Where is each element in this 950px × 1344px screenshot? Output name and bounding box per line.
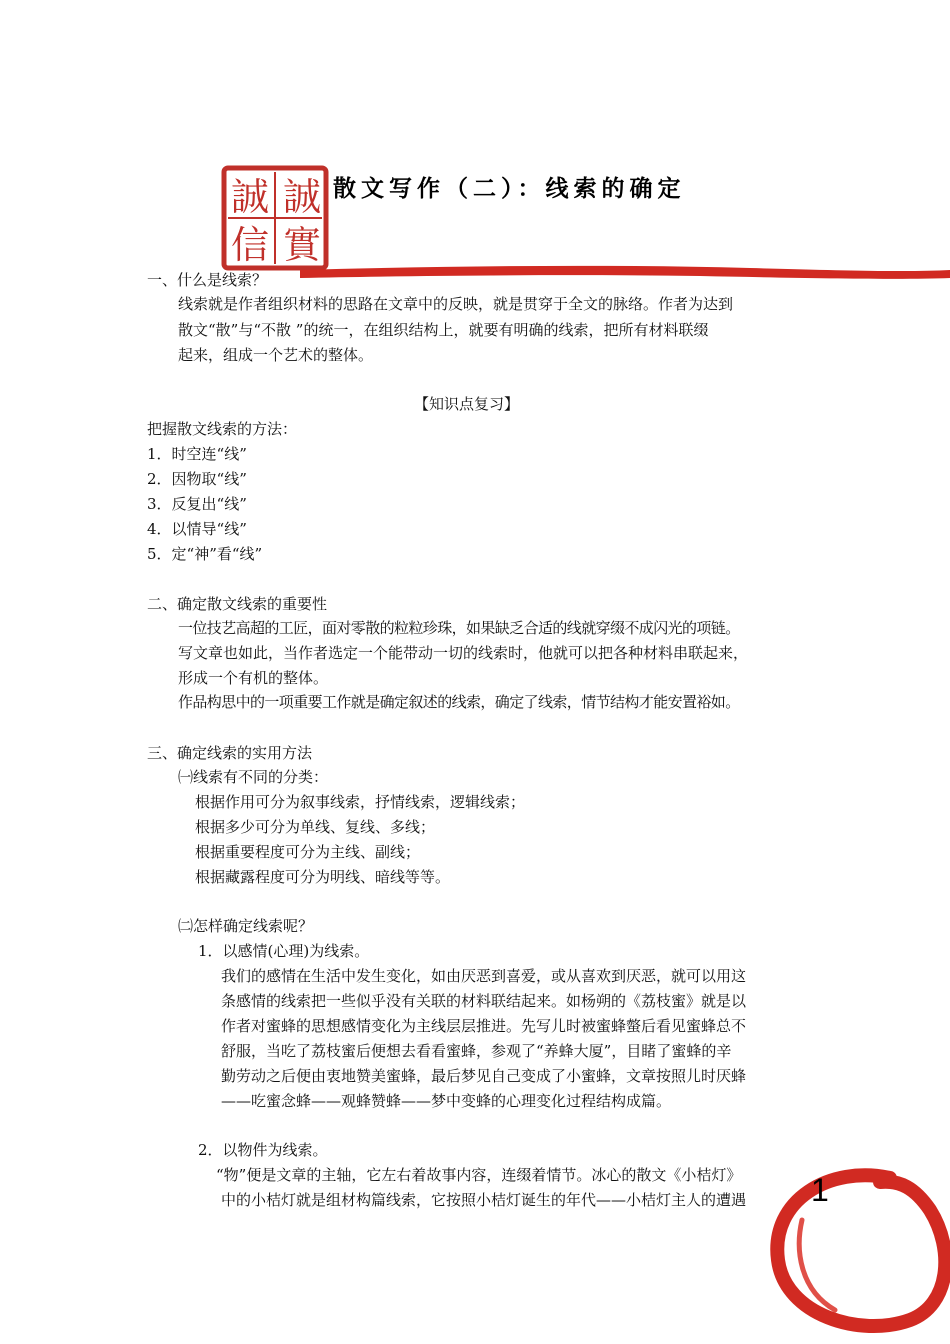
review-item: 1．时空连“线” [147,445,247,463]
sub1-item: 根据作用可分为叙事线索，抒情线索，逻辑线索； [195,793,526,811]
point1-line: 舒服，当吃了荔枝蜜后便想去看看蜜蜂，参观了“养蜂大厦”，目睹了蜜蜂的辛 [221,1042,732,1060]
page-number: 1 [811,1172,829,1208]
sub2-heading: ㈡怎样确定线索呢？ [178,917,314,935]
red-brush-stroke [300,258,950,286]
review-item: 2．因物取“线” [147,470,247,488]
svg-text:誠: 誠 [282,175,322,219]
section2-line: 作品构思中的一项重要工作就是确定叙述的线索，确定了线索，情节结构才能安置裕如。 [178,693,740,711]
point1-line: 我们的感情在生活中发生变化，如由厌恶到喜爱，或从喜欢到厌恶，就可以用这 [221,967,747,985]
review-item: 3．反复出“线” [147,495,247,513]
point2-line: “物”便是文章的主轴，它左右着故事内容，连缀着情节。冰心的散文《小桔灯》 [216,1166,742,1184]
point1-line: 勤劳动之后便由衷地赞美蜜蜂，最后梦见自己变成了小蜜蜂，文章按照儿时厌蜂 [221,1067,747,1085]
red-brush-circle [740,1160,950,1344]
sub1-item: 根据藏露程度可分为明线、暗线等等。 [195,868,451,886]
seal-stamp-logo [220,164,330,272]
sub1-item: 根据重要程度可分为主线、副线； [195,843,421,861]
section1-line: 起来，组成一个艺术的整体。 [178,346,374,364]
review-item: 4．以情导“线” [147,520,247,538]
point1-line: ——吃蜜念蜂——观蜂赞蜂——梦中变蜂的心理变化过程结构成篇。 [221,1092,672,1110]
review-intro: 把握散文线索的方法： [147,420,298,438]
section1-line: 线索就是作者组织材料的思路在文章中的反映，就是贯穿于全文的脉络。作者为达到 [178,295,734,313]
sub1-item: 根据多少可分为单线、复线、多线； [195,818,436,836]
section1-heading: 一、什么是线索？ [147,271,268,289]
point2-heading: 2．以物件为线索。 [198,1141,328,1159]
section2-line: 写文章也如此，当作者选定一个能带动一切的线索时，他就可以把各种材料串联起来， [178,644,749,662]
point1-heading: 1．以感情(心理)为线索。 [198,942,370,960]
review-item: 5．定“神”看“线” [147,545,263,563]
sub1-heading: ㈠线索有不同的分类： [178,768,329,786]
section2-line: 一位技艺高超的工匠，面对零散的粒粒珍珠，如果缺乏合适的线就穿缀不成闪光的项链。 [178,619,740,637]
svg-text:實: 實 [282,223,322,267]
section3-heading: 三、确定线索的实用方法 [147,744,313,762]
svg-text:信: 信 [230,223,270,267]
page-title: 散文写作（二）：线索的确定 [333,175,686,202]
section2-heading: 二、确定散文线索的重要性 [147,595,328,613]
review-heading: 【知识点复习】 [414,395,520,413]
section2-line: 形成一个有机的整体。 [178,669,329,687]
point1-line: 作者对蜜蜂的思想感情变化为主线层层推进。先写儿时被蜜蜂螫后看见蜜蜂总不 [221,1017,747,1035]
svg-text:誠: 誠 [230,175,270,219]
point2-line: 中的小桔灯就是组材构篇线索，它按照小桔灯诞生的年代——小桔灯主人的遭遇 [221,1191,747,1209]
point1-line: 条感情的线索把一些似乎没有关联的材料联结起来。如杨朔的《荔枝蜜》就是以 [221,992,747,1010]
section1-line: 散文“散”与“不散 ”的统一，在组织结构上，就要有明确的线索，把所有材料联缀 [178,321,709,339]
